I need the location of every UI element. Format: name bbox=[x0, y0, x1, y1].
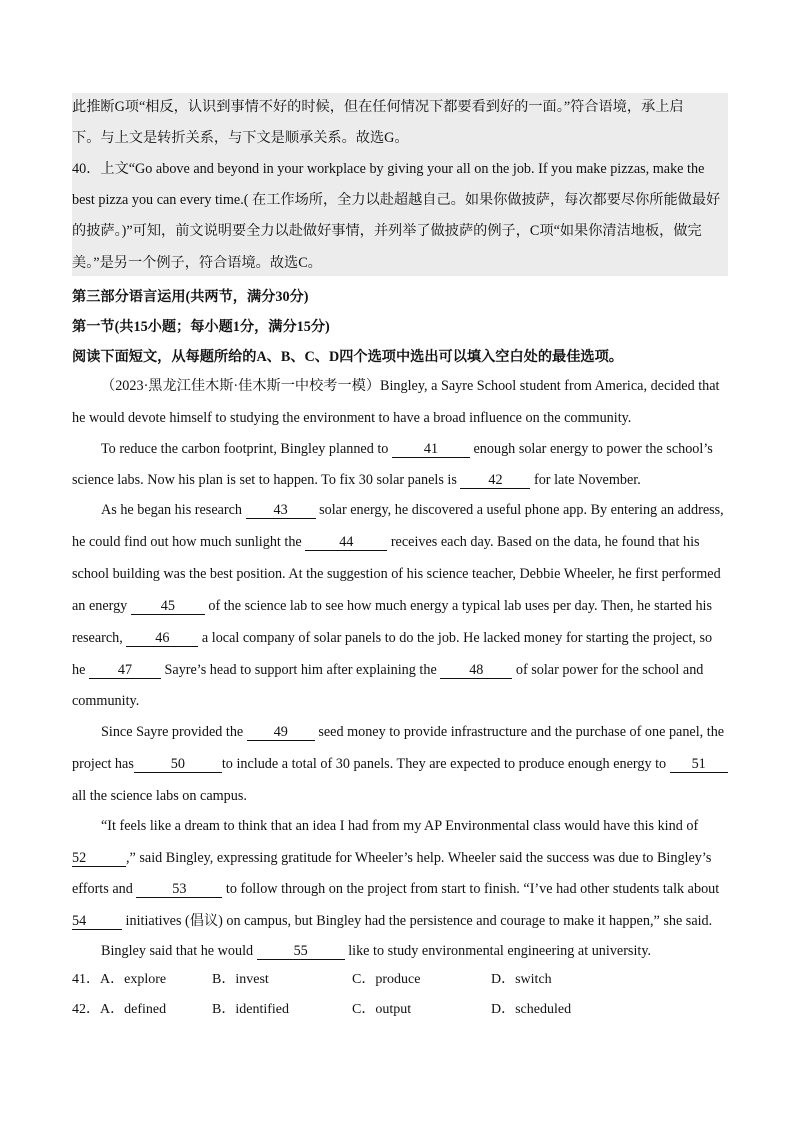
passage-text: to include a total of 30 panels. They are expected to produce enough energy to bbox=[221, 756, 670, 772]
blank-47: 47 bbox=[89, 662, 161, 679]
passage-text: As he began his research bbox=[101, 502, 246, 518]
passage-text: research, bbox=[72, 630, 127, 646]
passage-line bbox=[72, 754, 728, 774]
instruction: 阅读下面短文，从每题所给的A、B、C、D四个选项中选出可以填入空白处的最佳选项。 bbox=[72, 349, 623, 365]
passage-text: project has bbox=[72, 756, 134, 772]
blank-43: 43 bbox=[246, 502, 316, 519]
passage-line: all the science labs on campus. bbox=[72, 788, 247, 804]
option-d: D．switch bbox=[491, 972, 552, 987]
passage-line bbox=[101, 941, 728, 961]
passage-line bbox=[101, 439, 728, 459]
blank-52: 52 bbox=[72, 850, 126, 867]
blank-46: 46 bbox=[126, 630, 198, 647]
passage-line bbox=[72, 628, 728, 648]
passage-text: science labs. Now his plan is set to happen. To fix 30 solar panels is bbox=[72, 472, 461, 488]
passage-text: Bingley said that he would bbox=[101, 943, 257, 959]
passage-text: of solar power for the school and bbox=[512, 662, 704, 678]
passage-text: a local company of solar panels to do the job. He lacked money for starting the project, so bbox=[198, 630, 713, 646]
passage-text: to follow through on the project from start to finish. “I’ve had other students talk about bbox=[222, 881, 720, 897]
blank-50: 50 bbox=[134, 756, 222, 773]
passage-line bbox=[72, 596, 728, 616]
explanation-line: 美。”是另一个例子，符合语境。故选C。 bbox=[72, 255, 322, 271]
option-d: D．scheduled bbox=[491, 1002, 572, 1017]
option-a: A．defined bbox=[100, 1002, 167, 1017]
option-c: C．output bbox=[352, 1002, 412, 1017]
passage-line bbox=[72, 848, 728, 868]
passage-text: seed money to provide infrastructure and the purchase of one panel, the bbox=[314, 724, 725, 740]
part-title: 第三部分语言运用(共两节，满分30分) bbox=[72, 289, 309, 305]
passage-text: of the science lab to see how much energy a typical lab uses per day. Then, he started his bbox=[204, 598, 712, 614]
option-c: C．produce bbox=[352, 972, 421, 987]
passage-text: he could find out how much sunlight the bbox=[72, 534, 306, 550]
passage-text: ,” said Bingley, expressing gratitude for Wheeler’s help. Wheeler said the success was due to Bingley’s bbox=[126, 850, 712, 866]
explanation-shading bbox=[72, 93, 728, 276]
passage-line bbox=[72, 660, 728, 680]
question-number: 41． bbox=[72, 972, 100, 987]
blank-55: 55 bbox=[257, 943, 345, 960]
passage-text: enough solar energy to power the school’s bbox=[469, 441, 713, 457]
blank-51: 51 bbox=[670, 756, 728, 773]
blank-53: 53 bbox=[136, 881, 222, 898]
explanation-line: 下。与上文是转折关系，与下文是顺承关系。故选G。 bbox=[72, 130, 409, 146]
passage-line bbox=[101, 722, 728, 742]
passage-line bbox=[72, 470, 728, 490]
blank-45: 45 bbox=[131, 598, 205, 615]
passage-text: Since Sayre provided the bbox=[101, 724, 247, 740]
passage-line: community. bbox=[72, 693, 140, 709]
blank-54: 54 bbox=[72, 913, 122, 930]
explanation-line: 此推断G项“相反，认识到事情不好的时候，但在任何情况下都要看到好的一面。”符合语境，承上启 bbox=[72, 99, 684, 115]
passage-line bbox=[72, 911, 728, 931]
passage-text: Sayre’s head to support him after explaining the bbox=[160, 662, 441, 678]
passage-text: for late November. bbox=[530, 472, 641, 488]
passage-line: school building was the best position. At the suggestion of his science teacher, Debbie Wheeler, he first performed bbox=[72, 566, 721, 582]
passage-line: he would devote himself to studying the environment to have a broad influence on the community. bbox=[72, 410, 632, 426]
passage-text: he bbox=[72, 662, 89, 678]
explanation-line: 40．上文“Go above and beyond in your workplace by giving your all on the job. If you make pizzas, make the bbox=[72, 161, 705, 177]
blank-48: 48 bbox=[440, 662, 512, 679]
passage-text: To reduce the carbon footprint, Bingley planned to bbox=[101, 441, 392, 457]
option-a: A．explore bbox=[100, 972, 167, 987]
blank-42: 42 bbox=[460, 472, 530, 489]
passage-text: an energy bbox=[72, 598, 131, 614]
blank-44: 44 bbox=[305, 534, 387, 551]
passage-text: initiatives (倡议) on campus, but Bingley had the persistence and courage to make it happen,” she said. bbox=[122, 913, 713, 929]
section-title: 第一节(共15小题；每小题1分，满分15分) bbox=[72, 319, 330, 335]
passage-text: like to study environmental engineering at university. bbox=[344, 943, 652, 959]
question-number: 42． bbox=[72, 1002, 100, 1017]
passage-line: （2023·黑龙江佳木斯·佳木斯一中校考一模）Bingley, a Sayre School student from America, decided that bbox=[101, 378, 720, 394]
explanation-line: best pizza you can every time.( 在工作场所，全力以赴超越自己。如果你做披萨，每次都要尽你所能做最好 bbox=[72, 192, 721, 208]
passage-line bbox=[101, 500, 728, 520]
explanation-line: 的披萨。)”可知，前文说明要全力以赴做好事情，并列举了做披萨的例子，C项“如果你清洁地板，做完 bbox=[72, 223, 702, 239]
blank-41: 41 bbox=[392, 441, 470, 458]
blank-49: 49 bbox=[247, 724, 315, 741]
option-b: B．invest bbox=[212, 972, 269, 987]
passage-text: efforts and bbox=[72, 881, 137, 897]
option-b: B．identified bbox=[212, 1002, 289, 1017]
passage-line bbox=[72, 532, 728, 552]
passage-line: “It feels like a dream to think that an idea I had from my AP Environmental class would have this kind of bbox=[101, 818, 699, 834]
passage-line bbox=[72, 879, 728, 899]
passage-text: receives each day. Based on the data, he found that his bbox=[387, 534, 700, 550]
passage-text: solar energy, he discovered a useful phone app. By entering an address, bbox=[315, 502, 724, 518]
